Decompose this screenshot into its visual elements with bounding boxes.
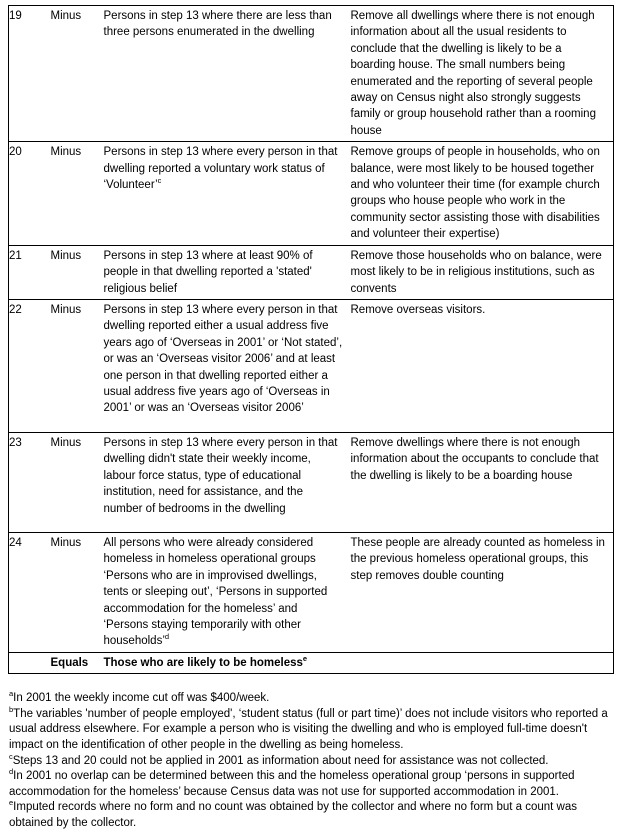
footnote-reference: c [157, 176, 162, 186]
footnotes-section [8, 691, 613, 831]
step-operator: Minus [51, 245, 104, 299]
footnote [9, 800, 611, 831]
footnote [9, 769, 611, 800]
homeless-estimation-steps-table [8, 5, 614, 674]
footnote-marker: d [9, 767, 14, 777]
step-description-text: Persons in step 13 where there are less than three persons enumerated in the dwelling [103, 10, 332, 39]
result-text [104, 652, 614, 673]
footnote-text: The variables 'number of people employed', ‘student status (full or part time)’ does not include visitors who reported a usual address elsewhere. For example a person who is visiting the dwelling and who is employed full-time doesn't impact on the identification of other people in the dwelling as being homeless. [9, 707, 608, 751]
footnote [9, 691, 611, 707]
step-operator: Minus [51, 299, 104, 432]
step-operator: Minus [50, 10, 82, 22]
table-row [9, 299, 614, 432]
step-description-text: Persons in step 13 where at least 90% of people in that dwelling reported a 'stated' religious belief [103, 249, 313, 295]
step-explanation: Remove overseas visitors. [351, 299, 614, 432]
result-operator: Equals [51, 652, 104, 673]
result-text-label: Those who are likely to be homeless [103, 656, 303, 669]
step-operator: Minus [51, 432, 104, 532]
table-row [9, 245, 614, 299]
footnote-marker: b [9, 704, 14, 714]
step-number: 19 [9, 10, 22, 22]
step-description [104, 6, 351, 142]
footnote-reference: e [302, 653, 308, 663]
table-row [9, 142, 614, 245]
footnote-marker: e [9, 798, 14, 808]
footnote-marker: c [9, 751, 13, 761]
step-explanation: These people are already counted as homeless in the previous homeless operational groups, this step removes double counting [351, 532, 614, 652]
step-number: 20 [9, 142, 51, 245]
table-row [9, 532, 614, 652]
result-number-empty [9, 652, 51, 673]
step-description-text: Persons in step 13 where every person in that dwelling reported either a usual address five years ago of ‘Overseas in 2001’ or ‘Not stated’, or was an ‘Overseas visitor 2006’ and at least one person in that dwelling reported either a usual address five years ago of ‘Overseas in 2001’ or was an ‘Overseas visitor 2006’ [103, 303, 343, 415]
step-explanation: Remove groups of people in households, who on balance, were most likely to be housed together and who volunteer their time (for example church groups who house people who work in the community sector assisting those with disabilities and volunteer their expertise) [351, 142, 614, 245]
step-explanation: Remove those households who on balance, were most likely to be in religious institutions, such as convents [351, 245, 614, 299]
step-description [104, 142, 351, 245]
step-number: 22 [9, 299, 51, 432]
step-description [104, 532, 351, 652]
step-operator: Minus [51, 532, 104, 652]
step-description-text: Persons in step 13 where every person in that dwelling reported a voluntary work status of ‘Volunteer’ [103, 146, 338, 192]
footnote-text: In 2001 no overlap can be determined between this and the homeless operational group ‘persons in supported accommodation for the homeless’ because Census data was not use for supported accommodation in 2001. [9, 770, 575, 798]
footnote-text: Steps 13 and 20 could not be applied in 2001 as information about need for assistance was not collected. [12, 754, 549, 767]
footnote-text: Imputed records where no form and no count was obtained by the collector and where no form but a count was obtained by the collector. [9, 801, 577, 829]
step-description [104, 432, 351, 532]
step-description-text: Persons in step 13 where every person in that dwelling didn't state their weekly income, labour force status, type of educational institution, need for assistance, and the number of bedrooms in the dwelling [103, 436, 338, 515]
step-description [104, 245, 351, 299]
step-number: 23 [9, 432, 51, 532]
table-result-row [9, 652, 614, 673]
step-number: 24 [9, 532, 51, 652]
step-description-text: All persons who were already considered homeless in homeless operational groups ‘Persons who are in improvised dwellings, tents or sleeping out’, ‘Persons in supported accommodation for the homeless’ and ‘Persons staying temporarily with other households’ [103, 536, 328, 648]
table-row [9, 432, 614, 532]
step-operator: Minus [51, 142, 104, 245]
step-explanation: Remove all dwellings where there is not enough information about all the usual residents to conclude that the dwelling is likely to be a boarding house. The small numbers being enumerated and the reporting of several people away on Census night also strongly suggests family or group household rather than a rooming house [350, 10, 596, 137]
step-description [104, 299, 351, 432]
footnote-text: In 2001 the weekly income cut off was $400/week. [13, 692, 270, 705]
step-number: 21 [9, 245, 51, 299]
footnote [9, 704, 611, 754]
footnote-marker: a [9, 689, 14, 699]
table-row [9, 6, 614, 142]
step-explanation: Remove dwellings where there is not enough information about the occupants to conclude that the dwelling is likely to be a boarding house [351, 432, 614, 532]
footnote [9, 751, 611, 770]
footnote-reference: d [164, 632, 170, 642]
